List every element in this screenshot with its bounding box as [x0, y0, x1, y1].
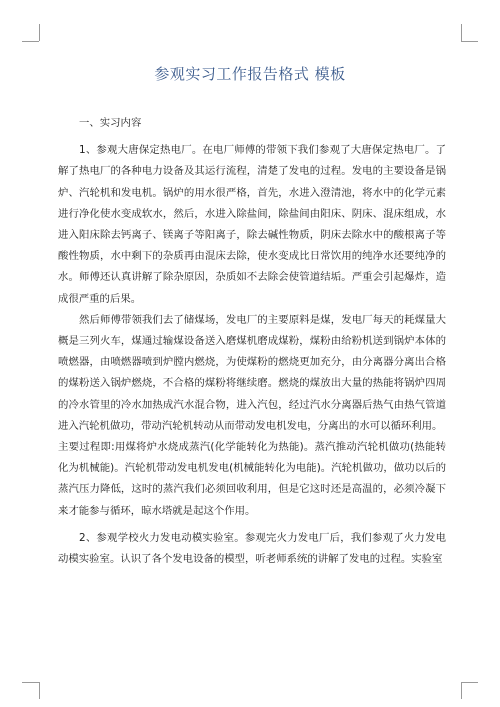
document-title: 参观实习工作报告格式 模板 — [154, 65, 346, 83]
section-heading: 一、实习内容 — [79, 117, 142, 129]
document-body — [58, 113, 446, 570]
paragraph: 主要过程即:用煤将炉水烧成蒸汽(化学能转化为热能)。蒸汽推动汽轮机做功(热能转化为机械能)。汽轮机带动发电机发电(机械能转化为电能)。汽轮机做功，做功以后的蒸汽压力降低，这时的蒸汽我们必须回收利用，但是它这时还是高温的，必须冷凝下来才能参与循环，晾水塔就是起这个作用。 — [58, 441, 446, 517]
paragraph: 然后师傅带领我们去了储煤场，发电厂的主要原料是煤，发电厂每天的耗煤量大概是三列火车，煤通过输煤设备送入磨煤机磨成煤粉，煤粉由给粉机送到锅炉本体的喷燃器，由喷燃器喷到炉膛内燃烧，为使煤粉的燃烧更加充分，由分离器分离出合格的煤粉送入锅炉燃烧，不合格的煤粉将继续磨。燃烧的煤放出大量的热能将锅炉四周的冷水管里的冷水加热成汽水混合物，进入汽包，经过汽水分离器后热气由热气管道进入汽轮机做功，带动汽轮机转动从而带动发电机发电，分离出的水可以循环利用。 — [58, 313, 446, 432]
paragraph: 1、参观大唐保定热电厂。在电厂师傅的带领下我们参观了大唐保定热电厂。了解了热电厂的各种电力设备及其运行流程，清楚了发电的过程。发电的主要设备是锅炉、汽轮机和发电机。锅炉的用水很严格，首先，水进入澄清池，将水中的化学元素进行净化使水变成软水，然后，水进入除盐间，除盐间由阳床、阴床、混床组成，水进入阳床除去钙离子、镁离子等阳离子，除去碱性物质，阴床去除水中的酸根离子等酸性物质，水中剩下的杂质再由混床去除，使水变成比日常饮用的纯净水还要纯净的水。师傅还认真讲解了除杂原因，杂质如不去除会使管道结垢。严重会引起爆炸，造成很严重的后果。 — [58, 144, 446, 305]
paragraph: 2、参观学校火力发电动模实验室。参观完火力发电厂后，我们参观了火力发电动模实验室。认识了各个发电设备的模型，听老师系统的讲解了发电的过程。实验室 — [58, 531, 446, 566]
